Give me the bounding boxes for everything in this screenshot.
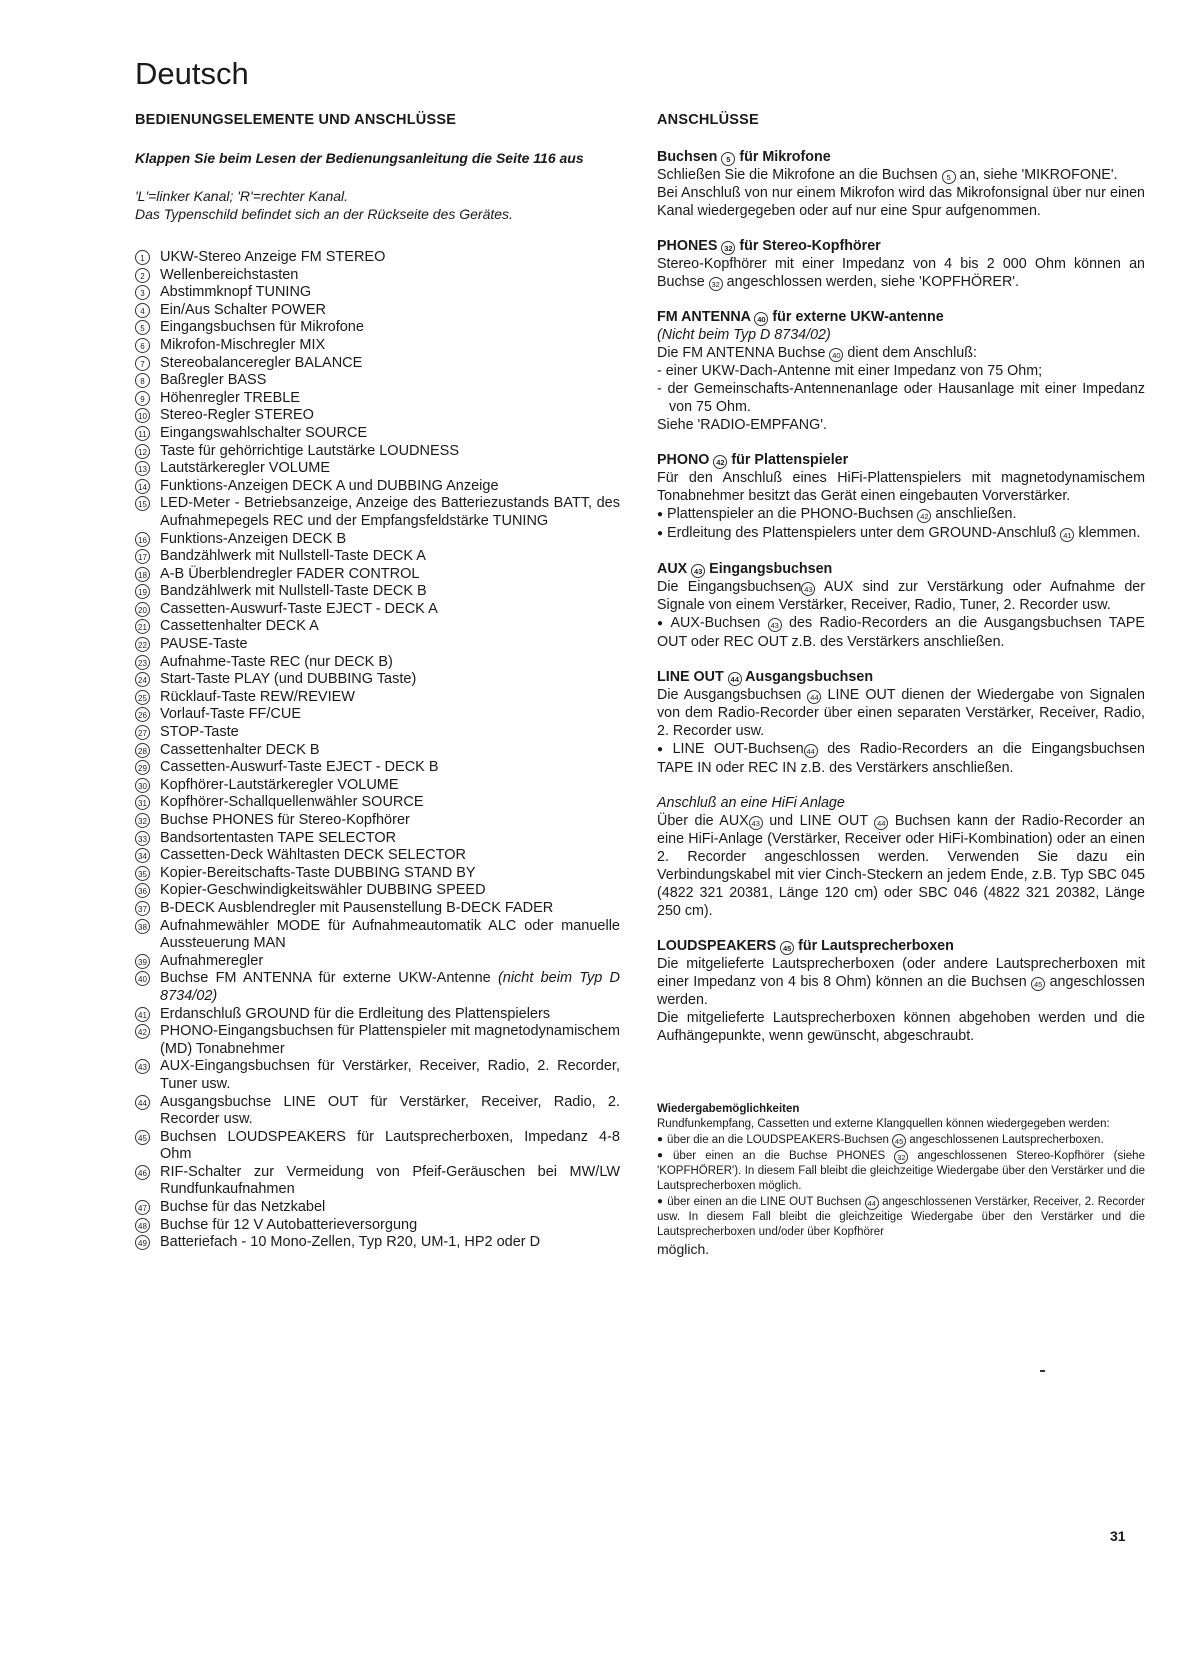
list-item: [135, 1058, 620, 1093]
section-title: Wiedergabemöglichkeiten: [657, 1103, 800, 1115]
item-text: Ein/Aus Schalter POWER: [160, 301, 326, 318]
item-text: Buchse FM ANTENNA für externe UKW-Antenne: [160, 970, 491, 987]
item-number-icon: 47: [135, 1200, 150, 1215]
list-item: [135, 970, 620, 1005]
item-number-icon: 44: [135, 1095, 150, 1110]
section-title: PHONES 32 für Stereo-Kopfhörer: [657, 238, 881, 254]
list-item: [135, 390, 620, 408]
list-item: [135, 407, 620, 425]
item-text: Cassettenhalter DECK A: [160, 618, 319, 635]
item-text: Abstimmknopf TUNING: [160, 284, 312, 301]
list-item: [135, 319, 620, 337]
list-item: [135, 1094, 620, 1129]
section-title: FM ANTENNA 40 für externe UKW-antenne: [657, 309, 944, 325]
item-number-icon: 45: [135, 1130, 150, 1145]
ref-number-icon: 42: [713, 455, 727, 469]
ref-number-icon: 43: [768, 618, 782, 632]
see-reference: Siehe 'RADIO-EMPFANG'.: [657, 417, 827, 433]
list-item: [135, 865, 620, 883]
controls-list: [135, 249, 620, 1252]
item-text: Batteriefach - 10 Mono-Zellen, Typ R20, UM-1, HP2 oder D: [160, 1234, 541, 1251]
section-playback: Wiedergabemöglichkeiten Rundfunkempfang, Cassetten und externe Klangquellen können wiedergegeben werden: ● über die an die LOUDSPEAKERS-Buchsen 45 angeschlossenen Lautsprecherboxen. ● über einen an die Buchse PHONES 32 angeschlossenen Stereo-Kopfhörer (siehe 'KOPFHÖRER'). In diesem Fall bleibt die gleichzeitige Wiedergabe über den Verstärker und die Lautsprecherboxen möglich. ● über einen an die LINE OUT Buchsen 44 angeschlossenen Verstärker, Receiver, 2. Recorder usw. In diesem Fall bleibt die gleichzeitige Wiedergabe über den Verstärker und die Lautsprecherboxen und/oder über Kopfhörer möglich.: [657, 1102, 1145, 1257]
item-text: Wellenbereichstasten: [160, 266, 299, 283]
list-item: [135, 618, 620, 636]
section-title: PHONO 42 für Plattenspieler: [657, 452, 849, 468]
list-item: [135, 636, 620, 654]
ref-number-icon: 43: [801, 582, 815, 596]
channel-note: 'L'=linker Kanal; 'R'=rechter Kanal.: [135, 188, 349, 204]
item-number-icon: 10: [135, 408, 150, 423]
item-text: Cassetten-Auswurf-Taste EJECT - DECK B: [160, 759, 439, 776]
list-item: [135, 566, 620, 584]
list-item: [135, 1199, 620, 1217]
list-item: [135, 777, 620, 795]
paragraph: Die mitgelieferte Lautsprecherboxen können abgehoben werden und die Aufhängepunkte, wenn gewünscht, abgeschraubt.: [657, 1010, 1145, 1044]
list-item: [135, 443, 620, 461]
ref-number-icon: 5: [942, 170, 956, 184]
item-number-icon: 46: [135, 1165, 150, 1180]
list-item: [135, 724, 620, 742]
item-number-icon: 1: [135, 250, 150, 265]
item-text: B-DECK Ausblendregler mit Pausenstellung B-DECK FADER: [160, 899, 554, 916]
ref-number-icon: 44: [728, 672, 742, 686]
item-text: Bandzählwerk mit Nullstell-Taste DECK A: [160, 548, 426, 565]
item-text: Ausgangsbuchse LINE OUT für Verstärker, Receiver, Radio, 2. Recorder usw.: [160, 1093, 620, 1128]
item-number-icon: 48: [135, 1218, 150, 1233]
section-fm-antenna: FM ANTENNA 40 für externe UKW-antenne (Nicht beim Typ D 8734/02) Die FM ANTENNA Buchse 40 dient dem Anschluß: - einer UKW-Dach-Antenne mit einer Impedanz von 75 Ohm; - der Gemeinschafts-Antennenanlage oder Hausanlage mit einer Impedanz von 75 Ohm. Siehe 'RADIO-EMPFANG'.: [657, 309, 1145, 433]
connections-column: [657, 112, 1145, 1257]
list-item: [135, 548, 620, 566]
item-number-icon: 12: [135, 444, 150, 459]
item-number-icon: 37: [135, 901, 150, 916]
item-number-icon: 9: [135, 391, 150, 406]
list-item: [135, 759, 620, 777]
item-text: Erdanschluß GROUND für die Erdleitung des Plattenspielers: [160, 1005, 551, 1022]
item-text: RIF-Schalter zur Vermeidung von Pfeif-Geräuschen bei MW/LW Rundfunkaufnahmen: [160, 1163, 620, 1198]
list-item: [135, 495, 620, 530]
item-text: Eingangsbuchsen für Mikrofone: [160, 319, 364, 336]
fold-out-note: Klappen Sie beim Lesen der Bedienungsanleitung die Seite 116 aus: [135, 150, 584, 166]
ref-number-icon: 45: [780, 941, 794, 955]
section-aux: AUX 43 Eingangsbuchsen Die Eingangsbuchsen 43 AUX sind zur Verstärkung oder Aufnahme der Signale von einem Verstärker, Receiver, Radio, Tuner, 2. Recorder usw. ● AUX-Buchsen 43 des Radio-Recorders an die Ausgangsbuchsen TAPE OUT oder REC OUT z.B. des Verstärkers anschließen.: [657, 560, 1145, 651]
item-text: STOP-Taste: [160, 724, 239, 741]
item-text: Höhenregler TREBLE: [160, 389, 300, 406]
list-item: [135, 1006, 620, 1024]
item-note: (nicht beim Typ D 8734/02): [160, 970, 621, 1004]
list-item: [135, 337, 620, 355]
list-item: [135, 531, 620, 549]
section-title: Buchsen 5 für Mikrofone: [657, 149, 831, 165]
item-number-icon: 43: [135, 1059, 150, 1074]
list-item: [135, 918, 620, 953]
item-text: UKW-Stereo Anzeige FM STEREO: [160, 249, 386, 265]
ref-number-icon: 32: [721, 241, 735, 255]
list-item: [135, 583, 620, 601]
item-number-icon: 28: [135, 743, 150, 758]
list-item: [135, 601, 620, 619]
paragraph: Für den Anschluß eines HiFi-Plattenspielers mit magnetodynamischem Tonabnehmer besitzt das Gerät einen eingebauten Vorverstärker.: [657, 470, 1145, 504]
section-title: AUX 43 Eingangsbuchsen: [657, 561, 833, 577]
item-text: Buchse für das Netzkabel: [160, 1199, 326, 1216]
item-text: Lautstärkeregler VOLUME: [160, 460, 331, 477]
item-number-icon: 35: [135, 866, 150, 881]
item-number-icon: 31: [135, 795, 150, 810]
list-item: [135, 460, 620, 478]
list-item: [135, 830, 620, 848]
ref-number-icon: 43: [749, 816, 763, 830]
list-item: [135, 355, 620, 373]
section-microphones: Buchsen 5 für Mikrofone Schließen Sie die Mikrofone an die Buchsen 5 an, siehe 'MIKROFONE'. Bei Anschluß von nur einem Mikrofon wird das Mikrofonsignal über nur einen Kanal wiedergegeben oder auf nur eine Spur aufgenommen.: [657, 149, 1145, 219]
item-number-icon: 15: [135, 496, 150, 511]
item-text: Kopfhörer-Lautstärkeregler VOLUME: [160, 776, 399, 793]
ref-number-icon: 44: [807, 690, 821, 704]
item-text: Baßregler BASS: [160, 372, 267, 389]
ref-number-icon: 40: [829, 348, 843, 362]
list-item: [135, 671, 620, 689]
list-item: [135, 478, 620, 496]
list-item: [135, 1164, 620, 1199]
list-item: [135, 302, 620, 320]
ref-number-icon: 45: [1031, 977, 1045, 991]
list-item: [135, 284, 620, 302]
item-number-icon: 25: [135, 690, 150, 705]
section-hifi: Anschluß an eine HiFi Anlage Über die AUX 43 und LINE OUT 44 Buchsen kann der Radio-Recorder an eine HiFi-Anlage (Verstärker, Receiver oder HiFi-Kombination) oder an einen 2. Recorder angeschlossen werden. Verwenden Sie dazu ein Verbindungskabel mit vier Cinch-Steckern an jedem Ende, z.B. Typ SBC 045 (4822 321 20381, Länge 120 cm) oder SBC 046 (4822 321 20382, Länge 250 cm).: [657, 795, 1145, 919]
item-number-icon: 7: [135, 356, 150, 371]
item-text: Aufnahmewähler MODE für Aufnahmeautomatik ALC oder manuelle Aussteuerung MAN: [160, 917, 620, 952]
item-text: Eingangswahlschalter SOURCE: [160, 424, 368, 441]
item-text: AUX-Eingangsbuchsen für Verstärker, Receiver, Radio, 2. Recorder, Tuner usw.: [160, 1058, 620, 1092]
item-number-icon: 8: [135, 373, 150, 388]
item-number-icon: 16: [135, 532, 150, 547]
ref-number-icon: 32: [709, 277, 723, 291]
item-text: Buchse PHONES für Stereo-Kopfhörer: [160, 812, 410, 828]
list-item: [135, 847, 620, 865]
list-item: [135, 267, 620, 285]
list-item: [135, 372, 620, 390]
ref-number-icon: 40: [754, 312, 768, 326]
item-text: Buchsen LOUDSPEAKERS für Lautsprecherboxen, Impedanz 4-8 Ohm: [160, 1128, 620, 1163]
subtitle: Anschluß an eine HiFi Anlage: [657, 795, 845, 811]
item-text: LED-Meter - Betriebsanzeige, Anzeige des Batteriezustands BATT, des Aufnahmepegels REC und der Empfangsfeldstärke TUNING: [160, 495, 620, 529]
type-plate-note: Das Typenschild befindet sich an der Rückseite des Gerätes.: [135, 206, 513, 222]
item-number-icon: 23: [135, 655, 150, 670]
controls-column: [135, 112, 620, 1252]
section-title: LINE OUT 44 Ausgangsbuchsen: [657, 669, 874, 685]
list-item: [135, 1023, 620, 1058]
item-text: Stereobalanceregler BALANCE: [160, 354, 363, 371]
page-number: 31: [1110, 1528, 1126, 1544]
list-item: [135, 742, 620, 760]
paragraph: Rundfunkempfang, Cassetten und externe Klangquellen können wiedergegeben werden:: [657, 1118, 1110, 1130]
notes: [135, 187, 620, 223]
item-text: Start-Taste PLAY (und DUBBING Taste): [160, 671, 417, 688]
ref-number-icon: 45: [892, 1134, 906, 1148]
item-number-icon: 13: [135, 461, 150, 476]
item-text: Mikrofon-Mischregler MIX: [160, 336, 326, 353]
item-number-icon: 30: [135, 778, 150, 793]
paragraph: möglich.: [657, 1241, 710, 1257]
item-text: Rücklauf-Taste REW/REVIEW: [160, 688, 355, 705]
list-item: [135, 812, 620, 830]
list-item: [135, 706, 620, 724]
stray-mark: [1040, 1370, 1045, 1372]
item-text: Vorlauf-Taste FF/CUE: [160, 706, 302, 723]
ref-number-icon: 43: [691, 564, 705, 578]
list-item: [135, 425, 620, 443]
item-text: Stereo-Regler STEREO: [160, 407, 314, 424]
item-text: Bandsortentasten TAPE SELECTOR: [160, 829, 397, 846]
item-number-icon: 18: [135, 567, 150, 582]
item-text: Bandzählwerk mit Nullstell-Taste DECK B: [160, 583, 427, 600]
item-text: Funktions-Anzeigen DECK B: [160, 530, 347, 547]
item-number-icon: 32: [135, 813, 150, 828]
section-line-out: LINE OUT 44 Ausgangsbuchsen Die Ausgangsbuchsen 44 LINE OUT dienen der Wiedergabe von Signalen von dem Radio-Recorder über einen separaten Verstärker, Receiver, Radio, 2. Recorder usw. ● LINE OUT-Buchsen 44 des Radio-Recorders an die Eingangsbuchsen TAPE IN oder REC IN z.B. des Verstärkers anschließen.: [657, 668, 1145, 777]
list-item: [135, 900, 620, 918]
list-item: [135, 1129, 620, 1164]
dash-item: - einer UKW-Dach-Antenne mit einer Impedanz von 75 Ohm;: [657, 363, 1043, 379]
item-number-icon: 40: [135, 971, 150, 986]
item-number-icon: 11: [135, 426, 150, 441]
item-number-icon: 21: [135, 619, 150, 634]
item-number-icon: 36: [135, 883, 150, 898]
list-item: [135, 249, 620, 267]
item-number-icon: 19: [135, 584, 150, 599]
item-text: PAUSE-Taste: [160, 636, 248, 653]
item-number-icon: 42: [135, 1024, 150, 1039]
item-number-icon: 24: [135, 672, 150, 687]
item-number-icon: 26: [135, 707, 150, 722]
item-number-icon: 17: [135, 549, 150, 564]
item-number-icon: 14: [135, 479, 150, 494]
ref-number-icon: 44: [865, 1196, 879, 1210]
item-number-icon: 6: [135, 338, 150, 353]
ref-number-icon: 5: [721, 152, 735, 166]
item-number-icon: 4: [135, 303, 150, 318]
section-phones: PHONES 32 für Stereo-Kopfhörer Stereo-Kopfhörer mit einer Impedanz von 4 bis 2 000 Ohm können an Buchse 32 angeschlossen werden, siehe 'KOPFHÖRER'.: [657, 238, 1145, 290]
dash-item: - der Gemeinschafts-Antennenanlage oder Hausanlage mit einer Impedanz von 75 Ohm.: [657, 381, 1145, 415]
ref-number-icon: 42: [917, 509, 931, 523]
controls-heading: BEDIENUNGSELEMENTE UND ANSCHLÜSSE: [135, 112, 457, 128]
list-item: [135, 654, 620, 672]
item-text: Kopfhörer-Schallquellenwähler SOURCE: [160, 794, 424, 811]
item-number-icon: 38: [135, 919, 150, 934]
item-number-icon: 2: [135, 268, 150, 283]
item-text: Taste für gehörrichtige Lautstärke LOUDNESS: [160, 442, 459, 459]
ref-number-icon: 44: [874, 816, 888, 830]
item-text: Aufnahme-Taste REC (nur DECK B): [160, 653, 393, 670]
item-number-icon: 22: [135, 637, 150, 652]
ref-number-icon: 32: [894, 1150, 908, 1164]
item-text: Funktions-Anzeigen DECK A und DUBBING Anzeige: [160, 477, 499, 494]
item-number-icon: 34: [135, 848, 150, 863]
item-text: Cassettenhalter DECK B: [160, 741, 320, 758]
item-text: A-B Überblendregler FADER CONTROL: [160, 565, 420, 582]
list-item: [135, 953, 620, 971]
list-item: [135, 689, 620, 707]
ref-number-icon: 41: [1060, 528, 1074, 542]
item-number-icon: 5: [135, 320, 150, 335]
item-text: PHONO-Eingangsbuchsen für Plattenspieler mit magnetodynamischem (MD) Tonabnehmer: [160, 1023, 620, 1057]
item-text: Aufnahmeregler: [160, 952, 264, 969]
item-number-icon: 49: [135, 1235, 150, 1250]
subtitle: (Nicht beim Typ D 8734/02): [657, 327, 831, 343]
paragraph: Bei Anschluß von nur einem Mikrofon wird das Mikrofonsignal über nur einen Kanal wiedergegeben oder auf nur eine Spur aufgenommen.: [657, 185, 1145, 219]
item-text: Kopier-Bereitschafts-Taste DUBBING STAND BY: [160, 864, 476, 881]
section-loudspeakers: LOUDSPEAKERS 45 für Lautsprecherboxen Die mitgelieferte Lautsprecherboxen (oder andere Lautsprecherboxen mit einer Impedanz von 4 bis 8 Ohm) können an die Buchsen 45 angeschlossen werden. Die mitgelieferte Lautsprecherboxen können abgehoben werden und die Aufhängepunkte, wenn gewünscht, abgeschraubt.: [657, 938, 1145, 1044]
ref-number-icon: 44: [804, 744, 818, 758]
connections-heading: ANSCHLÜSSE: [657, 112, 759, 128]
section-phono: PHONO 42 für Plattenspieler Für den Anschluß eines HiFi-Plattenspielers mit magnetodynamischem Tonabnehmer besitzt das Gerät einen eingebauten Vorverstärker. ● Plattenspieler an die PHONO-Buchsen 42 anschließen. ● Erdleitung des Plattenspielers unter dem GROUND-Anschluß 41 klemmen.: [657, 451, 1145, 543]
item-number-icon: 3: [135, 285, 150, 300]
list-item: [135, 794, 620, 812]
item-number-icon: 41: [135, 1007, 150, 1022]
section-title: LOUDSPEAKERS 45 für Lautsprecherboxen: [657, 938, 954, 954]
item-text: Cassetten-Deck Wähltasten DECK SELECTOR: [160, 847, 466, 864]
list-item: [135, 882, 620, 900]
item-text: Buchse für 12 V Autobatterieversorgung: [160, 1216, 418, 1233]
item-number-icon: 39: [135, 954, 150, 969]
list-item: [135, 1234, 620, 1252]
page-language-title: Deutsch: [135, 56, 249, 91]
item-number-icon: 20: [135, 602, 150, 617]
item-text: Cassetten-Auswurf-Taste EJECT - DECK A: [160, 600, 438, 617]
item-number-icon: 29: [135, 760, 150, 775]
item-text: Kopier-Geschwindigkeitswähler DUBBING SPEED: [160, 882, 486, 899]
item-number-icon: 27: [135, 725, 150, 740]
item-number-icon: 33: [135, 831, 150, 846]
list-item: [135, 1217, 620, 1235]
